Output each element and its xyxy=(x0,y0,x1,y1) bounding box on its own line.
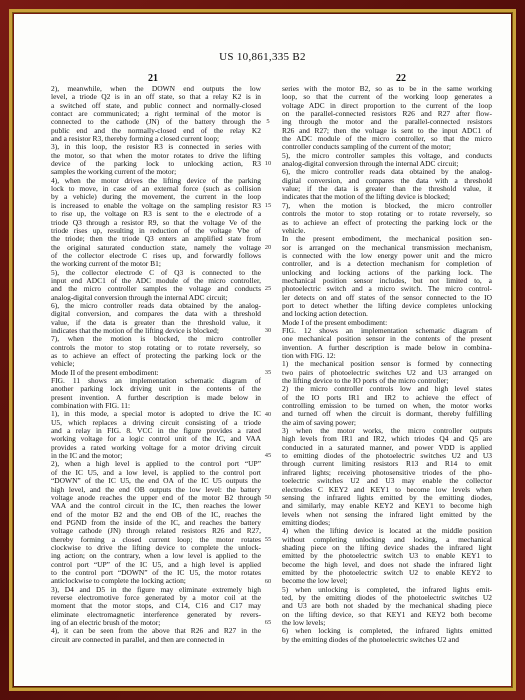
text-line: digital conversion, and compares the data with a threshold xyxy=(51,310,261,319)
text-line: become the low level; xyxy=(282,577,348,586)
line-number: 50 xyxy=(264,494,272,502)
text-line: 5) when unlocking is completed, the infrared lights emit- xyxy=(282,585,492,594)
text-line: the motor, so that when the motor rotates to drive the lifting xyxy=(51,151,261,160)
text-line: indicates that the motion of the lifting device is blocked; xyxy=(282,193,450,202)
text-line: ing of an electric brush of the motor; xyxy=(51,619,161,627)
text-line: the working current of the motor B1; xyxy=(51,260,161,269)
text-line: of the IC U5, and a low level, is applied to the control port xyxy=(51,468,261,477)
text-line: eliminate electromagnetic interference generated by revers- xyxy=(51,610,261,619)
text-line: FIG. 12 shows an implementation schematic diagram of xyxy=(282,326,492,335)
column-number-left: 21 xyxy=(148,73,158,84)
text-line: value, if the data is greater than the threshold value, it xyxy=(51,318,261,327)
text-line: 7), when the motion is blocked, the micro controller xyxy=(51,335,261,344)
text-line: series with the motor B2, so as to be in the same working xyxy=(282,85,492,93)
text-line: 4) when the lifting device is located at the middle position xyxy=(282,527,492,536)
line-number: 45 xyxy=(264,452,272,460)
text-line: emitted by the photoelectric switch U2 to enable KEY2 to xyxy=(282,568,492,577)
text-line: high level, and the end OB outputs the low level: the battery xyxy=(51,485,261,494)
text-line: as to achieve an effect of protecting the parking lock or the xyxy=(51,352,261,360)
text-line: 4), when the motor drives the lifting device of the parking xyxy=(51,176,261,185)
line-number: 35 xyxy=(264,368,272,376)
text-line: moment that the motor stops, and C14, C16 and C17 may xyxy=(51,602,261,611)
text-line: photoelectric switch and a micro switch. The micro control- xyxy=(282,285,492,294)
text-line: controls the motor to stop rotating or to rotate reversely, so xyxy=(51,343,261,352)
text-column-left xyxy=(51,85,261,644)
text-line: the triode; then the triode Q3 enters an amplified state from xyxy=(51,235,261,244)
text-line: 4), it can be seen from the above that R26 and R27 in the xyxy=(51,627,261,636)
text-line: conducted in a saturated manner, and power VDD is applied xyxy=(282,443,492,452)
text-line: emitting diodes; xyxy=(282,518,331,527)
text-line: voltage cathode (JN) through related resistors R26 and R27, xyxy=(51,527,261,536)
text-line: 3) when the motor works, the micro controller outputs xyxy=(282,427,492,436)
text-line: become the high level, and does not shade the infrared light xyxy=(282,560,492,569)
text-line: and a relay in FIG. 8. VCC in the figure provides a rated xyxy=(51,427,261,436)
text-line: “DOWN” of the IC U5, the end OA of the IC U5 outputs the xyxy=(51,477,261,486)
text-line: 6), the micro controller reads data obtained by the analog- xyxy=(282,168,492,177)
text-line: voltage anode reaches the upper end of the motor B2 through xyxy=(51,493,261,502)
text-line: 7), when the motion is blocked, the micro controller xyxy=(282,201,492,210)
text-line: sor is arranged on the mechanical transmission mechanism, xyxy=(282,243,492,252)
text-line: 2) the micro controller controls low and high level states xyxy=(282,385,492,394)
line-number: 5 xyxy=(266,118,270,126)
line-number: 65 xyxy=(264,619,272,627)
text-line: to rise up, the voltage on R3 is sent to the e electrode of a xyxy=(51,210,261,219)
line-number: 15 xyxy=(264,201,272,209)
text-line: and similarly, may enable KEY2 and KEY1 to become high xyxy=(282,502,492,511)
text-line: unlocking and locking actions of the parking lock. The xyxy=(282,268,492,277)
text-line: 2), meanwhile, when the DOWN end outputs the low xyxy=(51,85,261,93)
line-number: 55 xyxy=(264,535,272,543)
text-line: levels when not sensing the infrared light emitted by the xyxy=(282,510,492,519)
text-line: ing through the motor and the parallel-connected resistors xyxy=(282,118,492,127)
line-number: 40 xyxy=(264,410,272,418)
text-line: control port “UP” of the IC U5, and a high level is applied xyxy=(51,560,261,569)
text-line: FIG. 11 shows an implementation schematic diagram of xyxy=(51,377,261,386)
text-line: U5, which replaces a driving circuit consisting of a triode xyxy=(51,418,261,427)
text-line: ler detects on and off states of the sensor connected to the IO xyxy=(282,293,492,302)
text-line: device of the parking lock to unlocking action, R3 xyxy=(51,160,261,169)
text-line: 1) the mechanical position sensor is formed by connecting xyxy=(282,360,492,369)
text-line: R26 and R27; then the voltage is sent to the input ADC1 of xyxy=(282,126,492,135)
text-line: tion with FIG. 12: xyxy=(282,352,336,360)
text-line: input end ADC1 of the ADC module of the micro controller, xyxy=(51,276,261,285)
text-line: 6), the micro controller reads data obtained by the analog- xyxy=(51,301,261,310)
patent-number-header: US 10,861,335 B2 xyxy=(219,51,306,63)
text-line: clockwise to drive the lifting device to complete the unlock- xyxy=(51,543,261,552)
text-line: triode rises up, resulting in reduction of the voltage Vbe of xyxy=(51,226,261,235)
text-line: emitted by the photoelectric switch U3 to enable KEY1 to xyxy=(282,552,492,561)
text-line: VAA and the control circuit in the IC, then reaches the lower xyxy=(51,502,261,511)
text-line: infrared lights; receiving photosensitive triodes of the pho- xyxy=(282,468,492,477)
text-line: shading piece on the lifting device shades the infrared light xyxy=(282,543,492,552)
text-line: 3), in this loop, the resistor R3 is connected in series with xyxy=(51,143,261,152)
text-line: 2), when a high level is applied to the control port “UP” xyxy=(51,460,261,469)
text-line: port to detect whether the lifting device completes unlocking xyxy=(282,301,492,310)
text-line: and turned off when the circuit is dormant, thereby fulfilling xyxy=(282,410,492,419)
text-line: anticlockwise to complete the locking action; xyxy=(51,577,186,586)
text-line: and a resistor R3, thereby forming a closed current loop; xyxy=(51,135,220,144)
text-line: lock to move, in case of an external force (such as collision xyxy=(51,185,261,194)
text-line: present invention. A further description is made below in xyxy=(51,393,261,402)
text-line: contact are communicated; a right terminal of the motor is xyxy=(51,110,261,119)
text-line: sensing the infrared lights emitted by the emitting diodes, xyxy=(282,493,492,502)
text-line: 5), the micro controller samples this voltage, and conducts xyxy=(282,151,492,160)
text-line: invention. A further description is made below in combina- xyxy=(282,343,492,352)
text-line: ing action; on the contrary, when a low level is applied to the xyxy=(51,552,261,561)
text-line: the ADC module of the micro controller, so that the micro xyxy=(282,135,492,144)
text-line: to emitting diodes of the photoelectric switches U2 and U3 xyxy=(282,452,492,461)
text-line: ted, by the emitting diodes of the photoelectric switches U2 xyxy=(282,593,492,602)
text-line: to the control port “DOWN” of the IC U5, the motor rotates xyxy=(51,568,261,577)
text-line: end of the motor B2 and the end OB of the IC, reaches the xyxy=(51,510,261,519)
text-line: controller, and is a detection mechanism for completion of xyxy=(282,260,492,269)
text-line: circuit are connected in parallel, and then are connected in xyxy=(51,635,225,644)
text-line: vehicle. xyxy=(282,226,306,235)
patent-page xyxy=(14,14,511,686)
text-line: is increased to enable the voltage on the sampling resistor R3 xyxy=(51,201,261,210)
text-line: controlling emission to be turned on when, the motor works xyxy=(282,402,492,411)
text-line: reverse electromotive force generated by a motor coil at the xyxy=(51,593,261,602)
text-line: two pairs of photoelectric switches U2 and U3 arranged on xyxy=(282,368,492,377)
text-line: analog-digital conversion through the internal ADC circuit; xyxy=(51,293,228,302)
text-line: controls the motor to stop rotating or to rotate reversely, so xyxy=(282,210,492,219)
text-line: working voltage for a logic control unit of the IC, and VAA xyxy=(51,435,261,444)
text-line: loop, so that the current of the working loop generates a xyxy=(282,93,492,102)
text-line: and the micro controller samples the voltage and conducts xyxy=(51,285,261,294)
text-line: through current limiting resistors R13 and R14 to emit xyxy=(282,460,492,469)
text-line: combination with FIG. 11: xyxy=(51,402,131,411)
text-line: as to achieve an effect of protecting the parking lock or the xyxy=(282,218,492,227)
text-line: one mechanical position sensor in the contents of the present xyxy=(282,335,492,344)
text-line: Mode I of the present embodiment: xyxy=(282,318,388,327)
column-number-right: 22 xyxy=(396,73,406,84)
line-number: 10 xyxy=(264,160,272,168)
text-line: digital conversion, and compares the data with a threshold xyxy=(282,176,492,185)
text-line: the lifting device to the IO ports of the micro controller; xyxy=(282,377,449,386)
text-line: indicates that the motion of the lifting device is blocked; xyxy=(51,326,219,335)
text-line: and U3 are both not shaded by the mechanical shading piece xyxy=(282,602,492,611)
text-line: voltage ADC in direct proportion to the current of the loop xyxy=(282,101,492,110)
line-number: 25 xyxy=(264,285,272,293)
text-line: of the IO ports IR1 and IR2 to achieve the effect of xyxy=(282,393,492,402)
text-line: controller conducts sampling of the current of the motor; xyxy=(282,143,451,152)
text-line: public end and the normally-closed end of the relay K2 xyxy=(51,126,261,135)
text-line: 6) when locking is completed, the infrared lights emitted xyxy=(282,627,492,636)
text-column-right xyxy=(282,85,492,644)
text-line: the low levels; xyxy=(282,619,326,627)
text-line: provides a rated working voltage for a motor driving circuit xyxy=(51,443,261,452)
text-line: connected to the cathode (JN) of the battery through the xyxy=(51,118,261,127)
text-line: 1), in this mode, a special motor is adopted to drive the IC xyxy=(51,410,261,419)
text-line: on the lifting device, so that KEY1 and KEY2 both become xyxy=(282,610,492,619)
text-line: thereby forming a closed current loop; the motor rotates xyxy=(51,535,261,544)
text-line: of the collector electrode C rises up, and forwardly follows xyxy=(51,251,261,260)
text-line: toelectric switches U2 and U3 may enable the collector xyxy=(282,477,492,486)
text-line: high levels from IR1 and IR2, which triodes Q4 and Q5 are xyxy=(282,435,492,444)
text-line: in the IC and the motor; xyxy=(51,452,123,461)
line-number: 20 xyxy=(264,243,272,251)
text-line: without completing unlocking and locking, a mechanical xyxy=(282,535,492,544)
text-line: triode Q3 through a resistor R9, so that the voltage Ve of the xyxy=(51,218,261,227)
text-line: the original saturated conduction state, namely the voltage xyxy=(51,243,261,252)
text-line: a switched off state, and public connect and normally-closed xyxy=(51,101,261,110)
text-line: 3), D4 and D5 in the figure may eliminate extremely high xyxy=(51,585,261,594)
text-line: level, a triode Q2 is in an off state, so that a relay K2 is in xyxy=(51,93,261,102)
text-line: vehicle; xyxy=(51,360,75,369)
text-line: by a vehicle) during the movement, the current in the loop xyxy=(51,193,261,202)
text-line: 5), the collector electrode C of Q3 is connected to the xyxy=(51,268,261,277)
text-line: another parking lock driving unit in the contents of the xyxy=(51,385,261,394)
text-line: on the parallel-connected resistors R26 and R27 after flow- xyxy=(282,110,492,119)
text-line: In the present embodiment, the mechanical position sen- xyxy=(282,235,492,244)
text-line: analog-digital conversion through the internal ADC circuit; xyxy=(282,160,459,169)
text-line: electrodes C KEY2 and KEY1 to become low levels when xyxy=(282,485,492,494)
line-number: 60 xyxy=(264,577,272,585)
text-line: value; if the data is greater than the threshold value, it xyxy=(282,185,492,194)
text-line: mechanical position sensor includes, but not limited to, a xyxy=(282,276,492,285)
text-line: by the emitting diodes of the photoelectric switches U2 and xyxy=(282,635,460,644)
line-number: 30 xyxy=(264,327,272,335)
text-line: and locking action detection. xyxy=(282,310,368,319)
text-line: is connected with the low energy power unit and the micro xyxy=(282,251,492,260)
text-line: samples the working current of the motor; xyxy=(51,168,177,177)
text-line: Mode II of the present embodiment: xyxy=(51,368,159,377)
text-line: the aim of saving power; xyxy=(282,418,356,427)
text-line: end PGND from the inside of the IC, and reaches the battery xyxy=(51,518,261,527)
